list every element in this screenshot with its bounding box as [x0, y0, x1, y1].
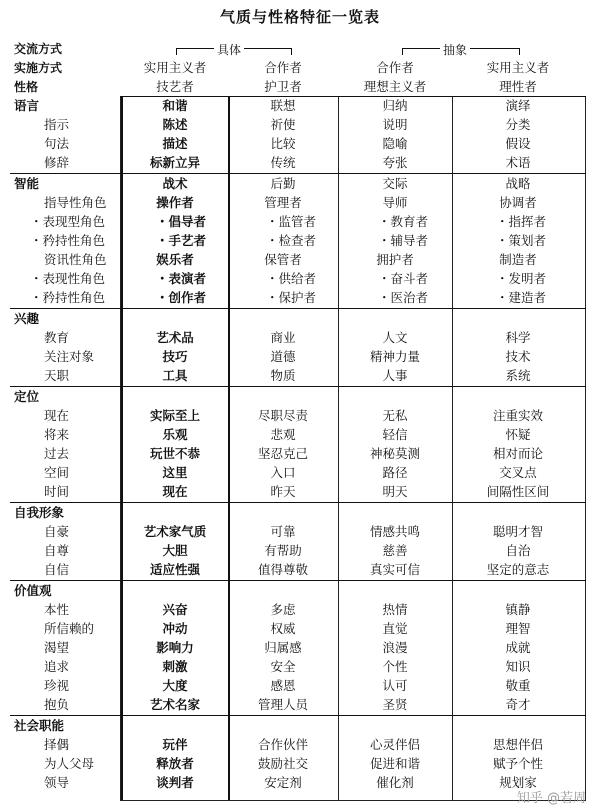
table-cell: 术语	[505, 155, 531, 170]
table-cell: 思想伴侣	[492, 737, 543, 752]
table-cell: 艺术家气质	[143, 524, 207, 539]
table-cell: 操作者	[156, 195, 194, 210]
table-cell: 入口	[270, 465, 296, 480]
table-cell: ・建造者	[496, 290, 547, 305]
row-label: 修辞	[44, 155, 70, 170]
table-cell: 拥护者	[376, 252, 414, 267]
row-label: 自豪	[44, 524, 70, 539]
table-cell: 管理者	[264, 195, 302, 210]
table-cell: ・医治者	[378, 290, 429, 305]
row-label: 教育	[44, 330, 70, 345]
section-title-row	[0, 309, 600, 328]
row-label: 过去	[44, 446, 70, 461]
row-label: 将来	[44, 427, 70, 442]
table-cell: 敬重	[505, 678, 531, 693]
table-row	[0, 657, 600, 676]
table-cell: 促进和谐	[369, 756, 420, 771]
table-cell: ・辅导者	[378, 233, 429, 248]
table-row	[0, 153, 600, 172]
table-row	[0, 754, 600, 773]
table-row	[0, 366, 600, 385]
table-row	[0, 482, 600, 501]
header-label: 性格	[14, 80, 39, 94]
row-label: 珍视	[44, 678, 70, 693]
table-cell: 规划家	[499, 775, 537, 790]
header-row	[0, 59, 600, 77]
table-cell: 玩伴	[162, 737, 188, 752]
table-cell: ・监管者	[266, 214, 317, 229]
row-label: 领导	[44, 775, 70, 790]
table-cell: 制造者	[499, 252, 537, 267]
table-cell: 精神力量	[369, 349, 420, 364]
table-cell: 无私	[382, 408, 408, 423]
section-title-row	[0, 96, 600, 115]
table-cell: 情感共鸣	[369, 524, 420, 539]
concrete-label: 具体	[214, 41, 244, 58]
section-title: 语言	[14, 98, 40, 113]
row-label: 所信赖的	[44, 621, 95, 636]
table-cell: 圣贤	[382, 697, 408, 712]
table-row	[0, 425, 600, 444]
table-row	[0, 522, 600, 541]
table-cell: ・指挥者	[496, 214, 547, 229]
table-row	[0, 676, 600, 695]
table-cell: 演绎	[505, 98, 531, 113]
table-cell: 艺术名家	[149, 697, 200, 712]
table-cell: 管理人员	[257, 697, 308, 712]
table-cell: 技术	[505, 349, 531, 364]
row-label: ・矜持性角色	[30, 290, 106, 305]
table-cell: 直觉	[382, 621, 408, 636]
table-cell: 传统	[270, 155, 296, 170]
header-cell: 实用主义者	[486, 60, 550, 75]
row-label: 为人父母	[44, 756, 95, 771]
table-row	[0, 231, 600, 250]
header-cell: 合作者	[376, 60, 414, 75]
table-cell: 协调者	[499, 195, 537, 210]
watermark: 知乎 @若周	[516, 791, 586, 806]
table-cell: ・供给者	[266, 271, 317, 286]
row-label: ・矜持性角色	[30, 233, 106, 248]
table-cell: ・奋斗者	[378, 271, 429, 286]
table-cell: 合作伙伴	[257, 737, 308, 752]
table-cell: 影响力	[156, 640, 194, 655]
row-label: 本性	[44, 602, 70, 617]
table-cell: ・创作者	[156, 290, 207, 305]
table-cell: 艺术品	[156, 330, 194, 345]
row-label: 指示	[44, 117, 70, 132]
table-cell: 知识	[505, 659, 531, 674]
table-row	[0, 600, 600, 619]
table-cell: 刺激	[162, 659, 188, 674]
table-cell: 安全	[270, 659, 296, 674]
table-cell: ・发明者	[496, 271, 547, 286]
row-label: 渴望	[44, 640, 70, 655]
table-row	[0, 463, 600, 482]
table-cell: 交叉点	[499, 465, 537, 480]
row-label: 时间	[44, 484, 70, 499]
table-cell: 相对而论	[492, 446, 543, 461]
table-cell: 神秘莫测	[369, 446, 420, 461]
table-cell: 赋予个性	[492, 756, 543, 771]
table-row	[0, 406, 600, 425]
table-cell: ・倡导者	[156, 214, 207, 229]
section-title-row	[0, 503, 600, 522]
table-cell: 物质	[270, 368, 296, 383]
row-label: 资讯性角色	[44, 252, 107, 267]
table-cell: 理智	[505, 621, 531, 636]
table-row	[0, 193, 600, 212]
section-title-row	[0, 387, 600, 406]
table-cell: 战术	[162, 176, 188, 191]
table-cell: 奇才	[505, 697, 531, 712]
table-cell: 有帮助	[264, 543, 302, 558]
table-cell: 慈善	[382, 543, 408, 558]
table-cell: 描述	[162, 136, 188, 151]
table-cell: 值得尊敬	[257, 562, 308, 577]
table-cell: 系统	[505, 368, 531, 383]
table-cell: 人事	[382, 368, 408, 383]
table-cell: 聪明才智	[492, 524, 543, 539]
header-label: 交流方式	[14, 42, 63, 56]
section-title: 定位	[14, 389, 40, 404]
table-cell: 和谐	[162, 98, 188, 113]
table-cell: 热情	[382, 602, 408, 617]
table-cell: 玩世不恭	[149, 446, 200, 461]
table-cell: 技巧	[162, 349, 188, 364]
table-cell: 鼓励社交	[257, 756, 308, 771]
table-row	[0, 134, 600, 153]
table-cell: 成就	[505, 640, 531, 655]
section-title: 价值观	[14, 583, 52, 598]
row-label: 择偶	[44, 737, 70, 752]
header-row	[0, 78, 600, 96]
table-cell: 多虑	[270, 602, 296, 617]
section-title-row	[0, 716, 600, 735]
table-cell: 坚忍克己	[257, 446, 308, 461]
table-cell: 明天	[382, 484, 408, 499]
table-row	[0, 115, 600, 134]
header-label: 实施方式	[14, 61, 63, 75]
row-label: 现在	[44, 408, 70, 423]
table-row	[0, 560, 600, 579]
table-cell: 注重实效	[492, 408, 543, 423]
table-row	[0, 250, 600, 269]
section-title: 自我形象	[14, 505, 65, 520]
table-cell: 兴奋	[162, 602, 188, 617]
table-row	[0, 288, 600, 307]
table-cell: 比较	[270, 136, 296, 151]
row-label: 指导性角色	[44, 195, 107, 210]
row-label: 天职	[44, 368, 70, 383]
table-cell: ・检查者	[266, 233, 317, 248]
table-cell: 浪漫	[382, 640, 408, 655]
section-title: 智能	[14, 176, 40, 191]
table-cell: 假设	[505, 136, 531, 151]
table-cell: ・手艺者	[156, 233, 207, 248]
header-row	[0, 40, 600, 58]
header-cell: 理想主义者	[363, 79, 427, 94]
table-cell: 可靠	[270, 524, 296, 539]
table-row	[0, 444, 600, 463]
table-cell: 科学	[505, 330, 531, 345]
section-title: 社会职能	[14, 718, 65, 733]
table-row	[0, 347, 600, 366]
table-cell: 坚定的意志	[486, 562, 550, 577]
table-cell: 归属感	[264, 640, 302, 655]
table-cell: 交际	[382, 176, 408, 191]
table-row	[0, 328, 600, 347]
table-cell: 自治	[505, 543, 531, 558]
table-cell: 冲动	[162, 621, 188, 636]
table-cell: 心灵伴侣	[369, 737, 420, 752]
table-cell: 分类	[505, 117, 531, 132]
table-row	[0, 269, 600, 288]
table-cell: 说明	[382, 117, 408, 132]
table-cell: 联想	[270, 98, 296, 113]
table-cell: 乐观	[162, 427, 188, 442]
header-cell: 技艺者	[156, 79, 194, 94]
table-cell: 娱乐者	[156, 252, 194, 267]
header-cell: 合作者	[264, 60, 302, 75]
table-cell: 路径	[382, 465, 408, 480]
table-cell: 感恩	[270, 678, 296, 693]
row-label: 抱负	[44, 697, 70, 712]
row-label: ・表现型角色	[30, 214, 106, 229]
table-cell: 昨天	[270, 484, 296, 499]
table-cell: 权威	[270, 621, 296, 636]
table-cell: 保管者	[264, 252, 302, 267]
row-label: 空间	[44, 465, 70, 480]
table-cell: 这里	[162, 465, 188, 480]
table-cell: 现在	[162, 484, 188, 499]
table-cell: 尽职尽责	[257, 408, 308, 423]
table-row	[0, 638, 600, 657]
table-cell: 悲观	[270, 427, 296, 442]
table-cell: 祈使	[270, 117, 296, 132]
table-cell: 释放者	[156, 756, 194, 771]
table-cell: ・表演者	[156, 271, 207, 286]
table-cell: 人文	[382, 330, 408, 345]
row-label: 自信	[44, 562, 70, 577]
section-title-row	[0, 581, 600, 600]
section-title: 兴趣	[14, 311, 40, 326]
table-cell: 大度	[162, 678, 188, 693]
row-label: 关注对象	[44, 349, 95, 364]
table-cell: 安定剂	[264, 775, 302, 790]
table-cell: 真实可信	[369, 562, 420, 577]
header-cell: 护卫者	[264, 79, 302, 94]
abstract-label: 抽象	[440, 41, 470, 58]
table-cell: 商业	[270, 330, 296, 345]
section-title-row	[0, 174, 600, 193]
table-cell: ・策划者	[496, 233, 547, 248]
table-cell: 适应性强	[149, 562, 200, 577]
table-cell: 轻信	[382, 427, 408, 442]
table-cell: 大胆	[162, 543, 188, 558]
table-cell: 实际至上	[149, 408, 200, 423]
table-row	[0, 695, 600, 714]
table-row	[0, 619, 600, 638]
table-cell: 战略	[505, 176, 531, 191]
row-label: ・表现性角色	[30, 271, 106, 286]
table-cell: 间隔性区间	[486, 484, 550, 499]
table-cell: 后勤	[270, 176, 296, 191]
table-cell: 谈判者	[156, 775, 194, 790]
table-cell: 认可	[382, 678, 408, 693]
table-cell: 导师	[382, 195, 408, 210]
row-label: 自尊	[44, 543, 70, 558]
table-cell: 怀疑	[505, 427, 531, 442]
header-cell: 理性者	[499, 79, 537, 94]
header-cell: 实用主义者	[143, 60, 207, 75]
table-cell: ・教育者	[378, 214, 429, 229]
table-cell: 镇静	[505, 602, 531, 617]
table-cell: 隐喻	[382, 136, 408, 151]
table-row	[0, 212, 600, 231]
table-cell: 标新立异	[149, 155, 200, 170]
row-label: 追求	[44, 659, 70, 674]
table-cell: 个性	[382, 659, 408, 674]
page-title: 气质与性格特征一览表	[219, 8, 380, 26]
table-row	[0, 541, 600, 560]
table-cell: 工具	[162, 368, 188, 383]
table-cell: 归纳	[382, 98, 408, 113]
table-row	[0, 735, 600, 754]
table-cell: ・保护者	[266, 290, 317, 305]
row-label: 句法	[44, 136, 70, 151]
table-cell: 催化剂	[376, 775, 414, 790]
table-cell: 夸张	[382, 155, 408, 170]
table-cell: 道德	[270, 349, 296, 364]
table-row	[0, 773, 600, 792]
table-cell: 陈述	[162, 117, 188, 132]
